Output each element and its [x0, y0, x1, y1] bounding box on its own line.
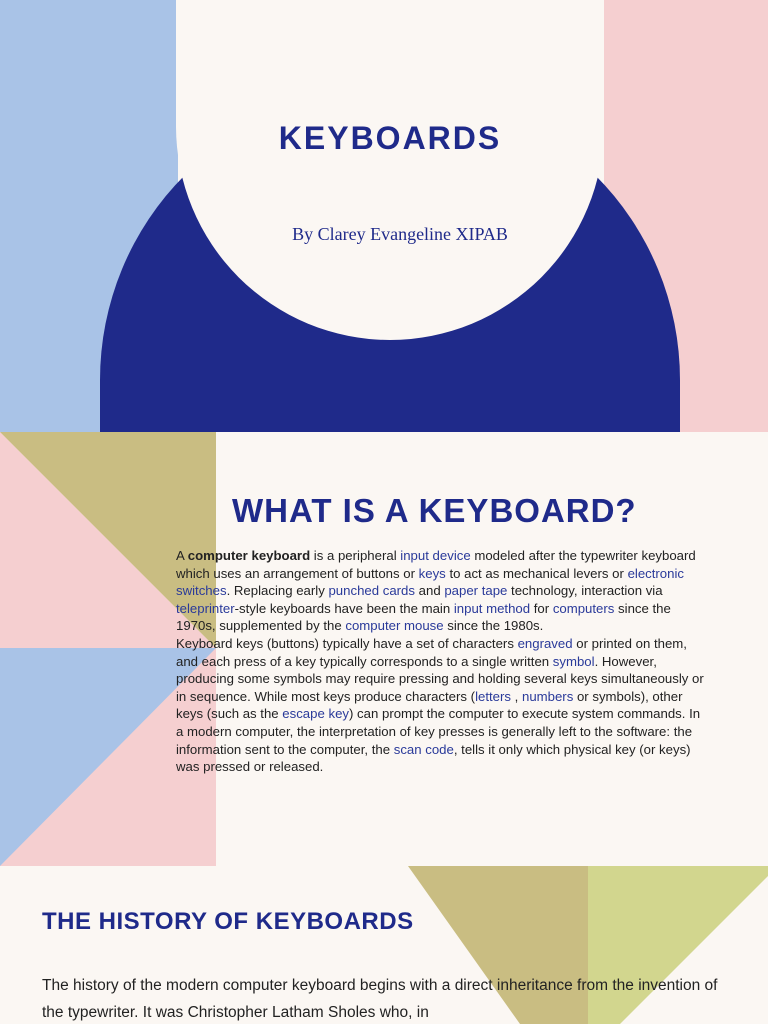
- paragraph-2: Keyboard keys (buttons) typically have a set of characters engraved or printed on them, and each press of a key typically corresponds to a single written symbol. However, producing some symbols may require pressing and holding several keys simultaneously or in sequence. While most keys produce characters (letters , numbers or symbols), other keys (such as the escape key) can prompt the computer to execute system commands. In a modern computer, the interpretation of key presses is generally left to the software: the information sent to the computer, the scan code, tells it only which physical key (or keys) was pressed or released.: [176, 635, 704, 775]
- link-electronic-switches[interactable]: electronic switches: [176, 565, 685, 599]
- link-engraved[interactable]: engraved: [517, 635, 573, 651]
- section-heading: WHAT IS A KEYBOARD?: [232, 492, 637, 529]
- link-input-method[interactable]: input method: [453, 600, 531, 616]
- link-numbers[interactable]: numbers: [521, 688, 574, 704]
- link-teleprinter[interactable]: teleprinter: [176, 600, 235, 616]
- cover-section: [0, 0, 768, 432]
- history-body: The history of the modern computer keyboard begins with a direct inheritance from the invention of the typewriter. It was Christopher Latham Sholes who, in: [42, 977, 718, 1021]
- author-byline: By Clarey Evangeline XIPAB: [292, 224, 508, 244]
- section-body: [176, 547, 706, 776]
- bold-term: computer keyboard: [187, 548, 311, 563]
- link-input-device[interactable]: input device: [400, 548, 471, 563]
- history-heading: THE HISTORY OF KEYBOARDS: [42, 908, 414, 935]
- link-paper-tape[interactable]: paper tape: [444, 583, 508, 599]
- link-keys[interactable]: keys: [418, 565, 446, 581]
- page-title: KEYBOARDS: [278, 120, 502, 156]
- paragraph-1: A computer keyboard is a peripheral input device modeled after the typewriter keyboard which uses an arrangement of buttons or keys to act as mechanical levers or electronic switches. Replacing early punched cards and paper tape technology, interaction via teleprinter-style keyboards have been the main input method for computers since the 1970s, supplemented by the computer mouse since the 1980s.: [176, 548, 696, 634]
- link-scan-code[interactable]: scan code: [393, 741, 454, 757]
- what-is-a-keyboard-section: [0, 432, 768, 866]
- link-computer-mouse[interactable]: computer mouse: [345, 618, 444, 634]
- link-punched-cards[interactable]: punched cards: [328, 583, 415, 599]
- link-computers[interactable]: computers: [552, 600, 615, 616]
- link-letters[interactable]: letters: [475, 688, 511, 704]
- navy-arch-base: [100, 380, 680, 432]
- link-escape-key[interactable]: escape key: [282, 706, 349, 722]
- history-section: [0, 866, 768, 1024]
- link-symbol[interactable]: symbol: [552, 653, 595, 669]
